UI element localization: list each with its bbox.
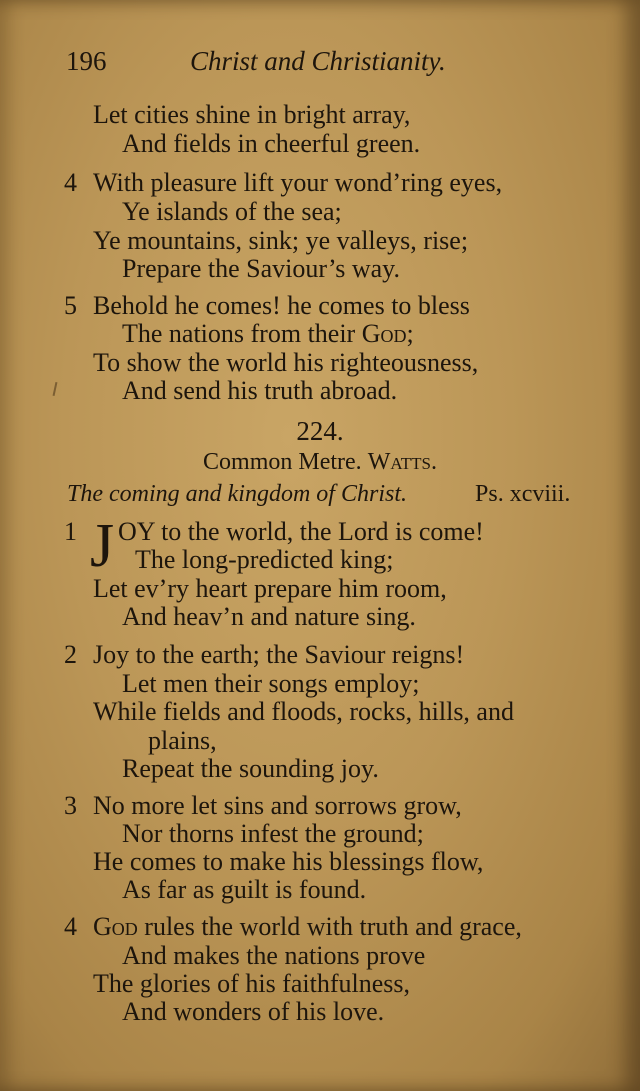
- page-number: 196: [66, 46, 107, 76]
- verse-line: Let cities shine in bright array,: [93, 100, 411, 129]
- verse-line: [93, 912, 522, 941]
- verse-line: While fields and floods, rocks, hills, and: [93, 697, 514, 726]
- verse-number: 4: [64, 912, 77, 941]
- verse-line: And makes the nations prove: [122, 941, 426, 970]
- verse-line: The long-predicted king;: [135, 545, 394, 574]
- verse-line: Ye islands of the sea;: [122, 197, 342, 226]
- verse-number: 5: [64, 291, 77, 320]
- scripture-reference: Ps. xcviii.: [475, 481, 571, 507]
- verse-line: To show the world his righteousness,: [93, 348, 479, 377]
- running-title: Christ and Christianity.: [190, 46, 446, 76]
- verse-line: Repeat the sounding joy.: [122, 754, 379, 783]
- ink-speck: [53, 382, 58, 396]
- verse-line: Joy to the earth; the Saviour reigns!: [93, 640, 465, 669]
- verse-line: No more let sins and sorrows grow,: [93, 791, 462, 820]
- hymn-metre: [0, 449, 640, 476]
- hymn-subject: The coming and kingdom of Christ.: [67, 481, 407, 507]
- verse-line: Behold he comes! he comes to bless: [93, 291, 470, 320]
- verse-text: The nations from their: [122, 319, 356, 348]
- running-head: [66, 46, 486, 86]
- verse-line: Nor thorns infest the ground;: [122, 819, 424, 848]
- verse-text: rules the world with truth and grace,: [137, 912, 522, 941]
- verse-line: And send his truth abroad.: [122, 376, 398, 405]
- verse-number: 2: [64, 640, 77, 669]
- verse-number: 1: [64, 517, 77, 546]
- divine-name: God;: [361, 319, 414, 348]
- verse-line: Ye mountains, sink; ye valleys, rise;: [93, 226, 469, 255]
- verse-line: He comes to make his blessings flow,: [93, 847, 484, 876]
- verse-line: Prepare the Saviour’s way.: [122, 254, 400, 283]
- verse-line: plains,: [148, 726, 217, 755]
- verse-line: The glories of his faithfulness,: [93, 969, 410, 998]
- verse-line: Let men their songs employ;: [122, 669, 420, 698]
- verse-line: With pleasure lift your wond’ring eyes,: [93, 168, 503, 197]
- verse-line: [122, 319, 414, 348]
- verse-number: 3: [64, 791, 77, 820]
- metre-name: Common Metre.: [203, 449, 362, 475]
- divine-name: God: [93, 912, 138, 941]
- verse-line: And fields in cheerful green.: [122, 129, 421, 158]
- hymn-number: 224.: [296, 416, 344, 446]
- verse-line: And heav’n and nature sing.: [122, 602, 416, 631]
- hymn-subject-line: [67, 481, 597, 508]
- hymn-author: Watts.: [367, 449, 437, 475]
- verse-number: 4: [64, 168, 77, 197]
- verse-line: Let ev’ry heart prepare him room,: [93, 574, 447, 603]
- drop-cap: J: [90, 512, 115, 580]
- verse-line: And wonders of his love.: [122, 997, 385, 1026]
- verse-line: As far as guilt is found.: [122, 875, 367, 904]
- verse-line: OY to the world, the Lord is come!: [118, 517, 484, 546]
